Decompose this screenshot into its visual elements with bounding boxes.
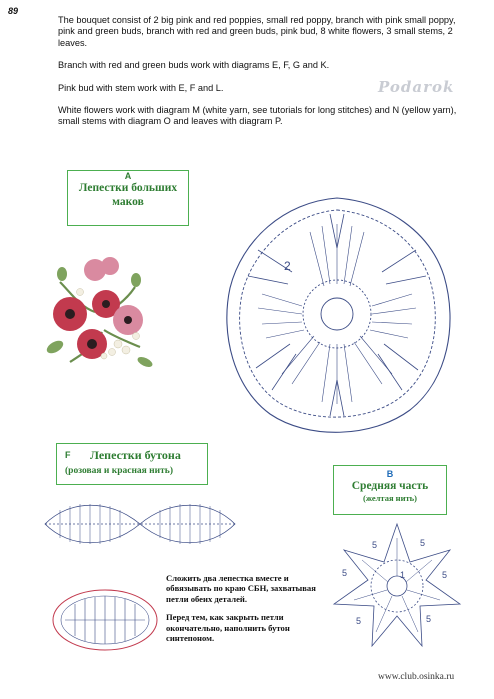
diagram-b-mark: 5 [426, 614, 432, 624]
diagram-b-mark: 5 [420, 538, 426, 548]
diagram-b-chart [322, 518, 472, 658]
diagram-a-label [67, 170, 189, 226]
diagram-b-center-mark: 1 [400, 570, 406, 580]
bouquet-photo [40, 252, 156, 382]
diagram-b-subtitle: (желтая нить) [363, 493, 417, 503]
diagram-b-mark: 5 [372, 540, 378, 550]
instruction-paragraph: Сложить два лепестка вместе и обвязывать по краю СБН, захватывая петли обеих деталей. [166, 573, 316, 604]
diagram-f-chart [40, 494, 240, 554]
diagram-a-letter: A [124, 171, 132, 181]
assembly-instructions [166, 573, 316, 651]
diagram-b-mark: 5 [442, 570, 448, 580]
diagram-a-center-mark: 2 [284, 259, 291, 273]
diagram-f-label [56, 443, 208, 485]
diagram-b-mark: 5 [342, 568, 348, 578]
diagram-f-title: Лепестки бутона [90, 448, 181, 462]
page-number: 89 [8, 6, 19, 16]
intro-paragraph: Pink bud with stem work with E, F and L. [58, 82, 224, 93]
footer-site: www.club.osinka.ru [378, 672, 455, 682]
intro-text [58, 15, 458, 139]
diagram-f-subtitle: (розовая и красная нить) [65, 466, 173, 476]
diagram-b-mark: 5 [356, 616, 362, 626]
intro-paragraph: White flowers work with diagram M (white yarn, see tutorials for long stitches) and N (yellow yarn), small stems with diagram O and leaves with diagram P. [58, 105, 457, 127]
intro-paragraph: Branch with red and green buds work with diagrams E, F, G and K. [58, 60, 330, 71]
diagram-b-title: Средняя часть [351, 480, 429, 492]
diagram-a-title: Лепестки больших маков [78, 182, 178, 208]
intro-paragraph: The bouquet consist of 2 big pink and red poppies, small red poppy, branch with pink small poppy, pink and green buds, branch with red and green buds, pink bud, 8 white flowers, 3 small stems, 2 leaves. [58, 15, 456, 48]
watermark-logo: Podarok [378, 78, 455, 96]
diagram-f-joined-chart [50, 584, 160, 658]
diagram-b-label [333, 465, 447, 515]
diagram-f-letter: F [65, 450, 71, 460]
instruction-paragraph: Перед тем, как закрыть петли окончательно, наполнить бутон синтепоном. [166, 612, 290, 644]
diagram-a-chart [212, 184, 462, 444]
diagram-b-letter: B [386, 469, 394, 479]
